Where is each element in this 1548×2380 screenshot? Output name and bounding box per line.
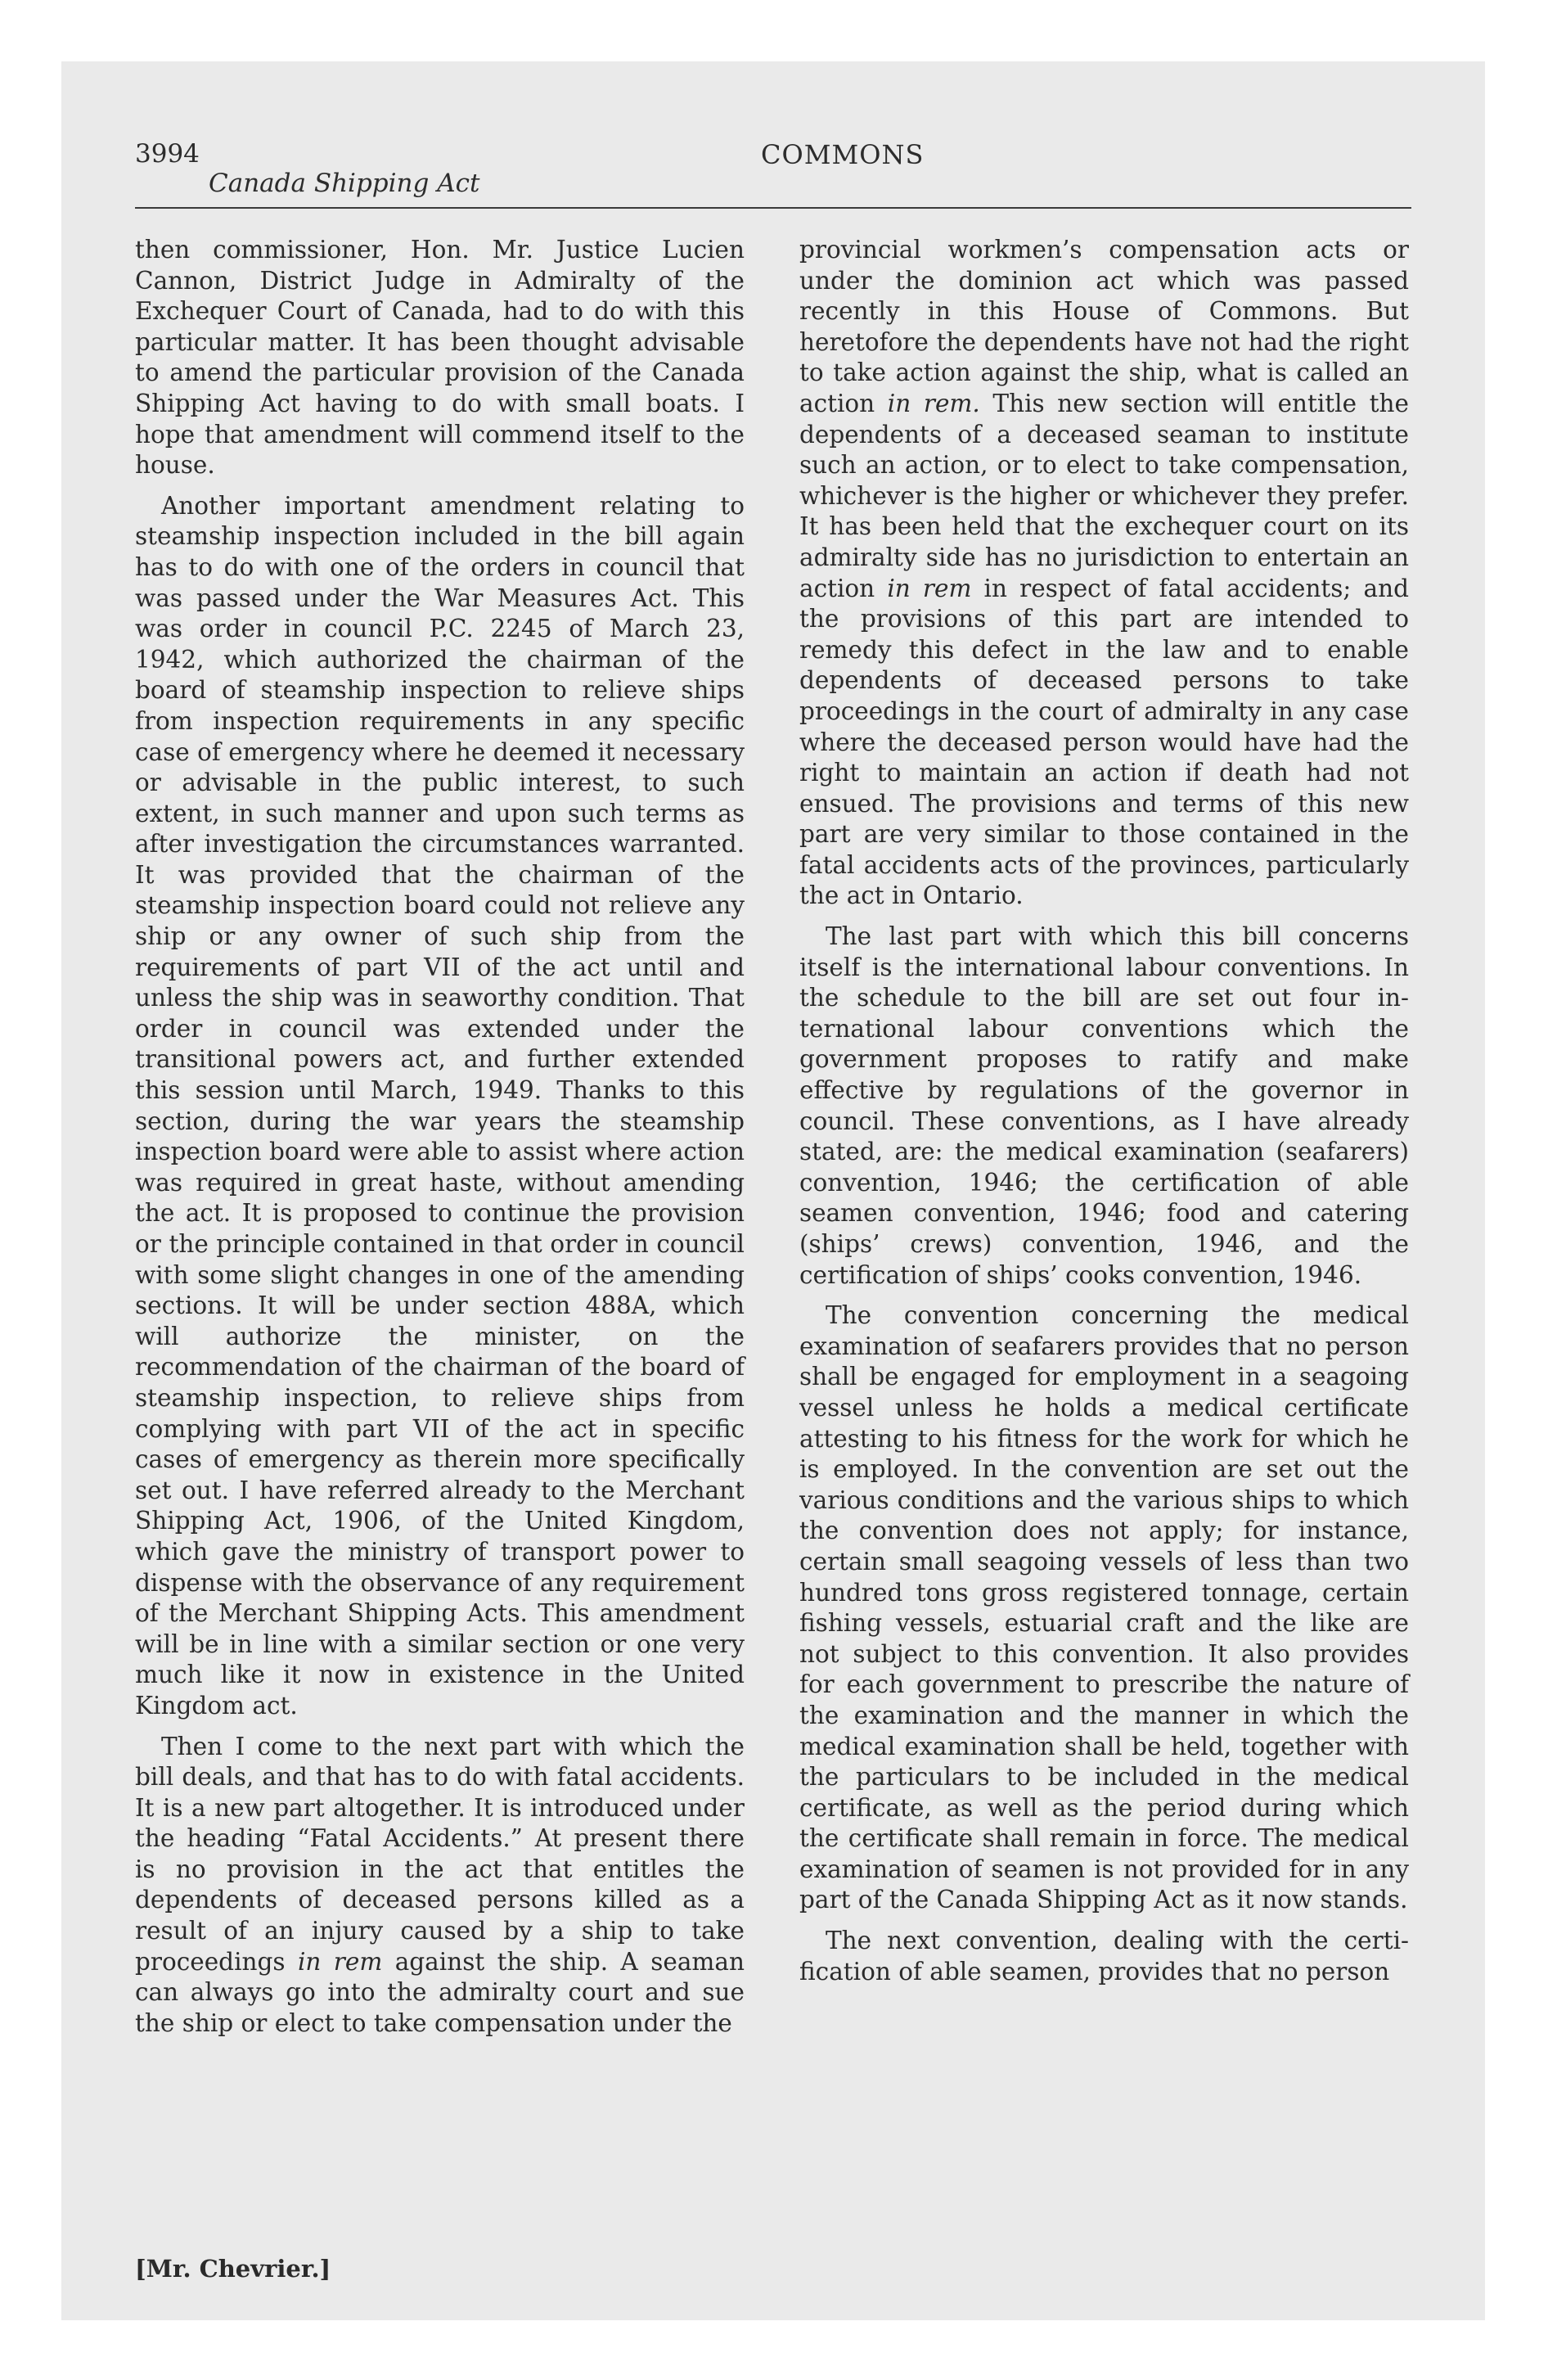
paragraph: The last part with which this bill concerns itself is the international labour conventions. In the schedule to the bill are set out four international labour conventions which the government proposes to ratify and make effective by regulations of the governor in council. These conventions, as I have already stated, are: the medical examination (seafarers) convention, 1946; the certification of able seamen convention, 1946; food and catering (ships’ crews) convention, 1946, and the certification of ships’ cooks convention, 1946. (799, 922, 1409, 1289)
page-number: 3994 (135, 139, 200, 169)
running-title: Canada Shipping Act (209, 169, 480, 198)
paragraph (135, 1732, 745, 2040)
page (61, 61, 1485, 2320)
italic-term: in rem. (887, 389, 980, 417)
chamber-title: COMMONS (761, 139, 925, 170)
right-column (799, 235, 1409, 1997)
text-run: This new section will entitle the dependents of a deceased seaman to institute such an action, or to elect to take compensation, whichever is the higher or whichever they prefer. It has been held that the exchequer court on its admiralty side has no jurisdiction to entertain an action (799, 389, 1409, 602)
paragraph: The convention concerning the medical examination of seafarers provides that no person shall be engaged for employment in a seagoing vessel unless he holds a medical certificate attesting to his fitness for the work for which he is employed. In the convention are set out the various conditions and the various ships to which the convention does not apply; for instance, certain small seagoing vessels of less than two hundred tons gross registered tonnage, certain fishing vessels, estuarial craft and the like are not subject to this convention. It also provides for each government to prescribe the nature of the examination and the manner in which the medical examination shall be held, together with the particulars to be included in the medical certificate, as well as the period during which the certificate shall remain in force. The medical examination of seamen is not provided for in any part of the Canada Shipping Act as it now stands. (799, 1301, 1409, 1914)
text-run: provincial workmen’s compensation acts or under the dominion act which was passed recently in this House of Commons. But heretofore the dependents have not had the right to take action against the ship, what is called an action (799, 236, 1409, 417)
paragraph: The next convention, dealing with the certification of able seamen, provides that no person (799, 1927, 1409, 1986)
paragraph: then commissioner, Hon. Mr. Justice Lucien Cannon, District Judge in Admiralty of the Exchequer Court of Canada, had to do with this particular matter. It has been thought advisable to amend the particular provision of the Canada Shipping Act having to do with small boats. I hope that amendment will commend itself to the house. (135, 236, 745, 480)
text-run: in respect of fatal accidents; and the provisions of this part are intended to remedy this defect in the law and to enable dependents of deceased persons to take proceedings in the court of admiralty in any case where the deceased person would have had the right to maintain an action if death had not ensued. The provisions and terms of this new part are very similar to those contained in the fatal accidents acts of the provinces, particularly the act in Ontario. (799, 574, 1409, 910)
text-run: against the ship. A seaman can always go into the admiralty court and sue the ship or elect to take compensation under the (135, 1947, 745, 2037)
page-header (135, 139, 1411, 205)
paragraph: Another important amendment relating to steamship inspection included in the bill again has to do with one of the orders in council that was passed under the War Measures Act. This was order in council P.C. 2245 of March 23, 1942, which authorized the chairman of the board of steamship inspection to relieve ships from inspection requirements in any specific case of emergency where he deemed it necessary or advisable in the public interest, to such extent, in such manner and upon such terms as after investigation the circumstances warranted. It was provided that the chairman of the steamship inspection board could not relieve any ship or any owner of such ship from the requirements of part VII of the act until and unless the ship was in seaworthy condition. That order in council was extended under the transitional powers act, and further extended this session until March, 1949. Thanks to this section, during the war years the steamship inspection board were able to assist where action was required in great haste, without amending the act. It is proposed to continue the provision or the principle contained in that order in council with some slight changes in one of the amending sections. It will be under section 488A, which will authorize the minister, on the recommendation of the chairman of the board of steamship inspection, to relieve ships from complying with part VII of the act in specific cases of emergency as therein more specifically set out. I have referred already to the Merchant Shipping Act, 1906, of the United Kingdom, which gave the ministry of transport power to dispense with the observance of any requirement of the Merchant Shipping Acts. This amendment will be in line with a similar section or one very much like it now in existence in the United Kingdom act. (135, 491, 745, 1720)
paragraph (799, 235, 1409, 912)
left-column (135, 235, 745, 2049)
italic-term: in rem (297, 1947, 383, 1976)
header-rule (135, 207, 1411, 209)
speaker-attribution: [Mr. Chevrier.] (135, 2255, 331, 2283)
italic-term: in rem (887, 574, 972, 602)
text-run: Then I come to the next part with which the bill deals, and that has to do with fatal accidents. It is a new part altogether. It is introduced under the heading “Fatal Accidents.” At present there is no provision in the act that entitles the dependents of deceased persons killed as a result of an injury caused by a ship to take proceedings (135, 1732, 745, 1976)
